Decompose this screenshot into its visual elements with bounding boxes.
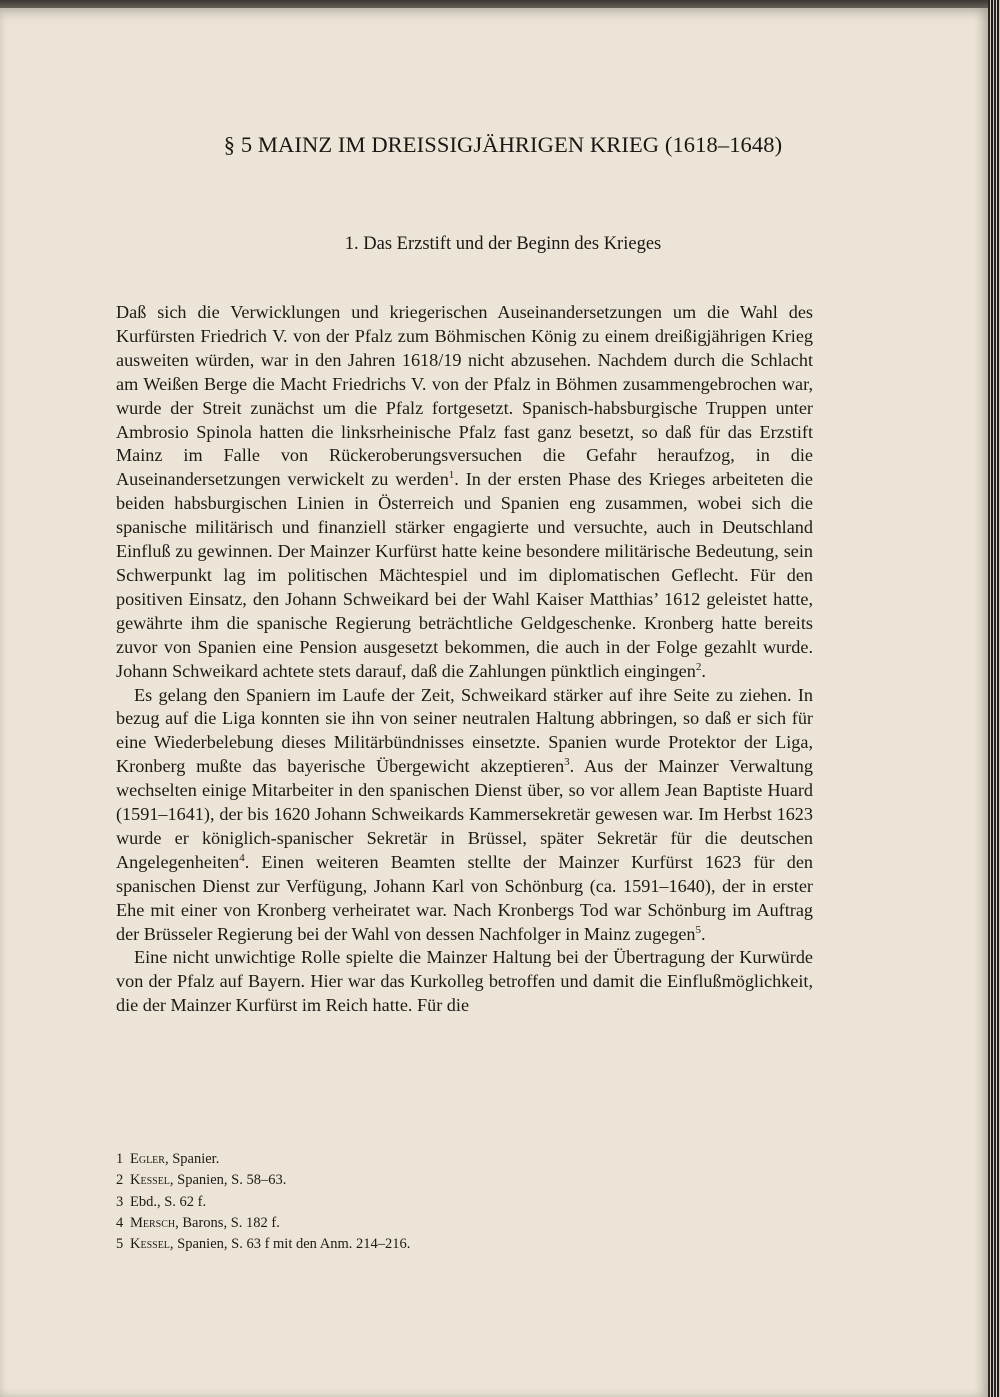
paragraph-2: Es gelang den Spaniern im Laufe der Zeit, Schweikard stärker auf ihre Seite zu ziehen. In bezug auf die Liga konnten sie ihn von seiner neutralen Haltung abbringen, so daß er sich für eine Wiederbelebung dieses Militärbündnisses einsetzte. Spanien wurde Protektor der Liga, Kronberg mußte das bayerische Übergewicht akzeptieren$^3$. Aus der Mainzer Verwaltung wechselten einige Mitarbeiter in den spanischen Dienst über, so vor allem Jean Baptiste Huard (1591–1641), der bis 1620 Johann Schweikards Kammersekretär gewesen war. Im Herbst 1623 wurde er königlich-spanischer Sekretär in Brüssel, später Sekretär für die deutschen Angelegenheiten$^4$. Einen weiteren Beamten stellte der Mainzer Kurfürst 1623 für den spanischen Dienst zur Verfügung, Johann Karl von Schönburg (ca. 1591–1640), der in erster Ehe mit einer von Kronberg verheiratet war. Nach Kronbergs Tod war Schönburg im Auftrag der Brüsseler Regierung bei der Wahl von dessen Nachfolger in Mainz zugegen$^5$. [116,684,813,944]
footnote-5: 5 Kessel, Spanien, S. 63 f mit den Anm. 214–216. [116,1236,411,1253]
paragraph-3: Eine nicht unwichtige Rolle spielte die Mainzer Haltung bei der Übertragung der Kurwürde von der Pfalz auf Bayern. Hier war das Kurkolleg betroffen und damit die Einflußmöglichkeit, die der Mainzer Kurfürst im Reich hatte. Für die [116,947,813,1016]
footnote-ref-3[interactable]: 3 [564,756,570,769]
chapter-heading: § 5 MAINZ IM DREISSIGJÄHRIGEN KRIEG (1618–1648) [223,132,783,157]
body-text [116,301,813,1018]
footnote-ref-4[interactable]: 4 [239,851,245,864]
footnote-4: 4 Mersch, Barons, S. 182 f. [116,1214,280,1231]
footnote-2: 2 Kessel, Spanien, S. 58–63. [116,1172,287,1189]
section-subheading: 1. Das Erzstift und der Beginn des Krieges [344,234,662,254]
footnote-3: 3 Ebd., S. 62 f. [116,1193,207,1210]
footnotes [116,1149,716,1255]
footnote-1: 1 Egler, Spanier. [116,1151,220,1167]
book-page [0,8,988,1397]
footnote-ref-5[interactable]: 5 [695,923,702,936]
footnote-ref-2[interactable]: 2 [695,660,702,673]
footnote-ref-1[interactable]: 1 [448,469,455,482]
paragraph-1: Daß sich die Verwicklungen und kriegerischen Auseinandersetzungen um die Wahl des Kurfürsten Friedrich V. von der Pfalz zum Böhmischen König zu einem dreißigjährigen Krieg ausweiten würden, war in den Jahren 1618/19 nicht abzusehen. Nachdem durch die Schlacht am Weißen Berge die Macht Friedrichs V. von der Pfalz in Böhmen zusammengebrochen war, wurde der Streit zunächst um die Pfalz fortgesetzt. Spanisch-habsburgische Truppen unter Ambrosio Spinola hatten die linksrheinische Pfalz fast ganz besetzt, so daß für das Erzstift Mainz im Falle von Rückeroberungsversuchen die Gefahr heraufzog, in die Auseinandersetzungen verwickelt zu werden$^1$. In der ersten Phase des Krieges arbeiteten die beiden habsburgischen Linien in Österreich und Spanien eng zusammen, wobei sich die spanische militärisch und finanziell stärker engagierte und versuchte, auch in Deutschland Einfluß zu gewinnen. Der Mainzer Kurfürst hatte keine besondere militärische Bedeutung, sein Schwerpunkt lag im politischen Mächtespiel und im diplomatischen Geflecht. Für den positiven Einsatz, den Johann Schweikard bei der Wahl Kaiser Matthias’ 1612 geleistet hatte, gewährte ihm die spanische Regierung beträchtliche Geldgeschenke. Kronberg hatte bereits zuvor von Spanien eine Pension ausgesetzt bekommen, die auch in der Folge gezahlt wurde. Johann Schweikard achtete stets darauf, daß die Zahlungen pünktlich eingingen$^2$. [116,302,813,681]
page-edge-stack [988,0,1000,1397]
